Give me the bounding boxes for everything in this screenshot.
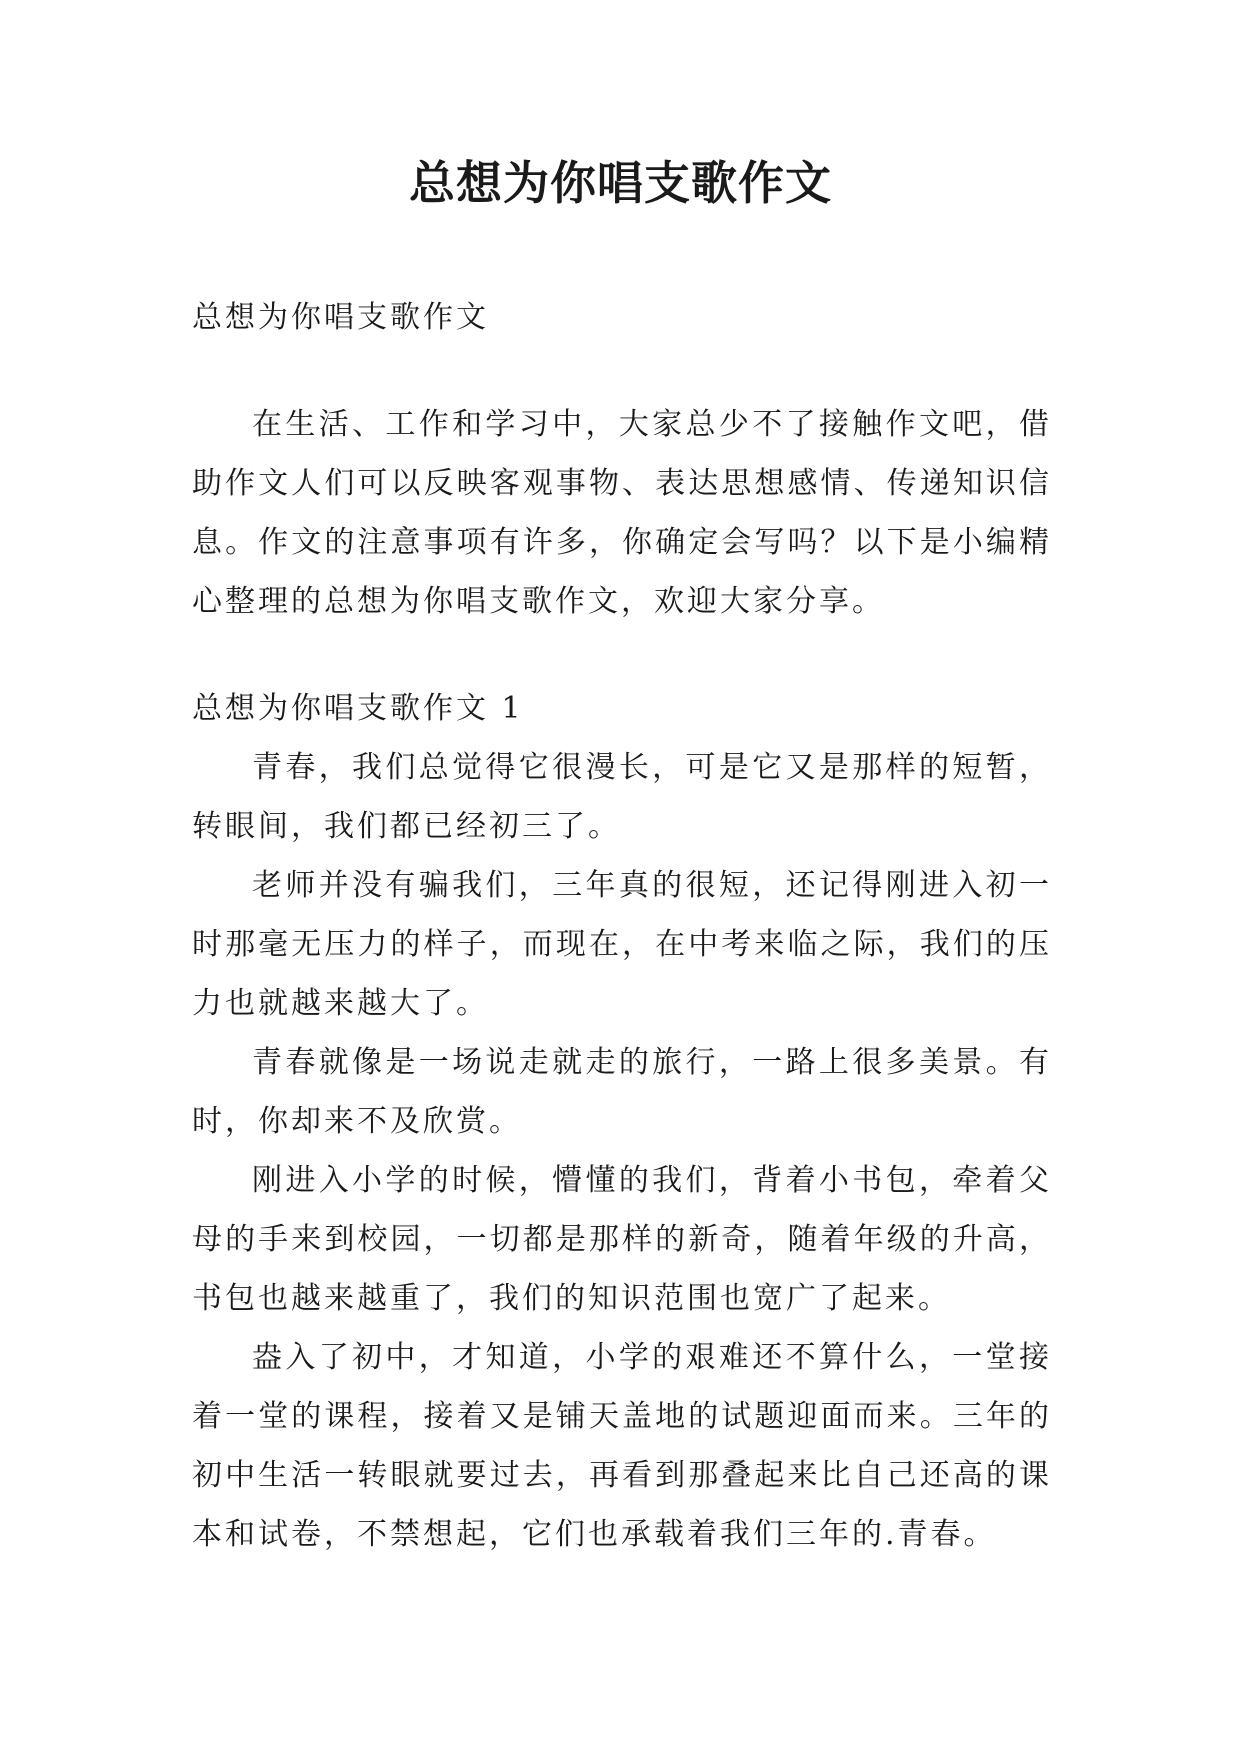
- body-paragraph: 盎入了初中，才知道，小学的艰难还不算什么，一堂接着一堂的课程，接着又是铺天盖地的试题迎面而来。三年的初中生活一转眼就要过去，再看到那叠起来比自己还高的课本和试卷，不禁想起，它们也承载着我们三年的.青春。: [192, 1340, 1052, 1552]
- document-title: 总想为你唱支歌作文: [409, 156, 832, 210]
- intro-paragraph: 在生活、工作和学习中，大家总少不了接触作文吧，借助作文人们可以反映客观事物、表达思想感情、传递知识信息。作文的注意事项有许多，你确定会写吗？以下是小编精心整理的总想为你唱支歌作文，欢迎大家分享。: [192, 407, 1052, 619]
- body-paragraph: 刚进入小学的时候，懵懂的我们，背着小书包，牵着父母的手来到校园，一切都是那样的新奇，随着年级的升高，书包也越来越重了，我们的知识范围也宽广了起来。: [192, 1163, 1052, 1316]
- section-heading: 总想为你唱支歌作文 1: [192, 691, 524, 726]
- body-paragraph: 老师并没有骗我们，三年真的很短，还记得刚进入初一时那毫无压力的样子，而现在，在中考来临之际，我们的压力也就越来越大了。: [192, 868, 1052, 1021]
- body-paragraph: 青春，我们总觉得它很漫长，可是它又是那样的短暂，转眼间，我们都已经初三了。: [192, 750, 1052, 844]
- body-paragraph: 青春就像是一场说走就走的旅行，一路上很多美景。有时，你却来不及欣赏。: [192, 1045, 1052, 1139]
- document-body: [192, 288, 1052, 1564]
- document-subtitle: 总想为你唱支歌作文: [192, 300, 489, 335]
